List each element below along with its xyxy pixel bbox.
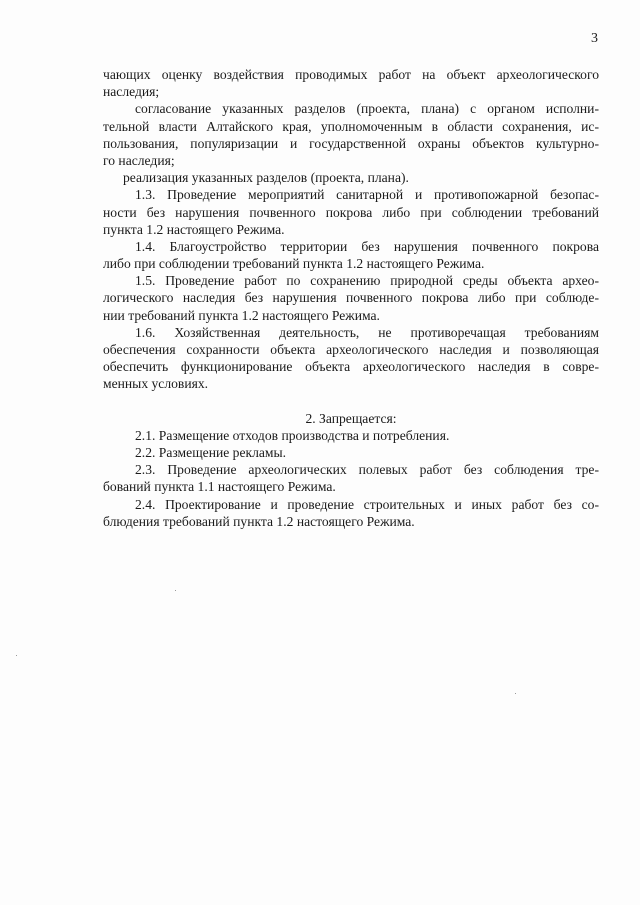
scan-speck bbox=[515, 693, 516, 694]
section-gap bbox=[103, 393, 599, 410]
text-line: ности без нарушения почвенного покрова либо при соблюдении требований bbox=[103, 204, 599, 220]
text-line: обеспечить функционирование объекта археологического наследия в совре- bbox=[103, 359, 599, 375]
text-line: нии требований пункта 1.2 настоящего Режима. bbox=[103, 307, 380, 323]
text-line: 1.3. Проведение мероприятий санитарной и противопожарной безопас- bbox=[135, 187, 599, 203]
text-line: 1.4. Благоустройство территории без нарушения почвенного покрова bbox=[135, 238, 599, 254]
document-body bbox=[103, 66, 599, 530]
section-2 bbox=[103, 410, 599, 530]
text-line: пункта 1.2 настоящего Режима. bbox=[103, 221, 285, 237]
text-line: чающих оценку воздействия проводимых работ на объект археологического bbox=[103, 67, 599, 82]
text-line: наследия; bbox=[103, 84, 160, 100]
text-line: 2.4. Проектирование и проведение строительных и иных работ без со- bbox=[135, 496, 599, 512]
section-1-continuation bbox=[103, 66, 599, 393]
text-line: пользования, популяризации и государственной охраны объектов культурно- bbox=[103, 135, 599, 151]
text-line: 1.5. Проведение работ по сохранению природной среды объекта архео- bbox=[135, 273, 599, 289]
text-line: логического наследия без нарушения почвенного покрова либо при соблюде- bbox=[103, 290, 599, 306]
text-line: 2.2. Размещение рекламы. bbox=[135, 444, 287, 460]
text-line: тельной власти Алтайского края, уполномоченным в области сохранения, ис- bbox=[103, 118, 599, 134]
text-line: либо при соблюдении требований пункта 1.2 настоящего Режима. bbox=[103, 256, 485, 272]
text-line: обеспечения сохранности объекта археологического наследия и позволяющая bbox=[103, 342, 599, 357]
page-number: 3 bbox=[591, 31, 598, 46]
text-line: 1.6. Хозяйственная деятельность, не противоречащая требованиям bbox=[135, 324, 599, 340]
text-line: согласование указанных разделов (проекта, плана) с органом исполни- bbox=[135, 101, 599, 117]
text-line: го наследия; bbox=[103, 152, 175, 168]
text-line: реализация указанных разделов (проекта, плана). bbox=[123, 170, 409, 186]
scan-speck bbox=[16, 655, 17, 656]
text-line: блюдения требований пункта 1.2 настоящего Режима. bbox=[103, 513, 415, 529]
text-line: 2.1. Размещение отходов производства и потребления. bbox=[135, 427, 450, 443]
text-line: бований пункта 1.1 настоящего Режима. bbox=[103, 479, 336, 495]
text-line: 2.3. Проведение археологических полевых работ без соблюдения тре- bbox=[135, 462, 599, 478]
section-2-heading: 2. Запрещается: bbox=[305, 410, 397, 426]
scan-speck bbox=[175, 590, 176, 591]
text-line: менных условиях. bbox=[103, 376, 209, 392]
